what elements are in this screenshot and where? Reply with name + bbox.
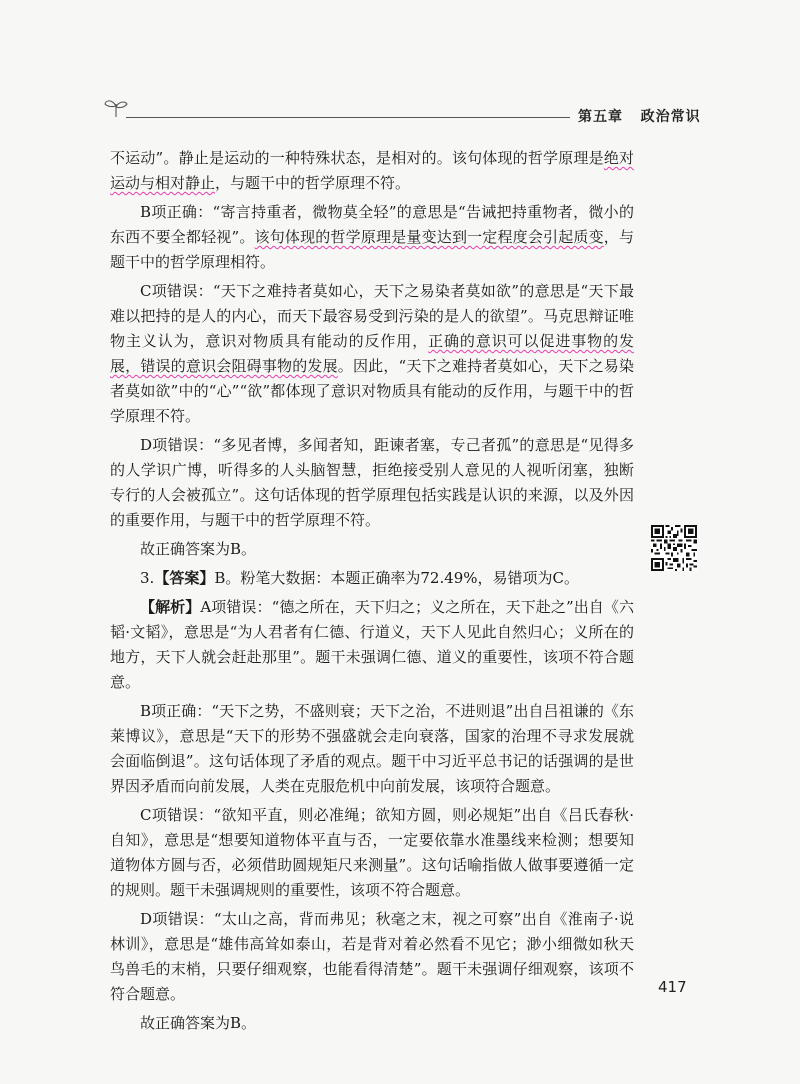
analysis-option-b: B项正确：“天下之势，不盛则衰；天下之治，不进则退”出自吕祖谦的《东莱博议》，意思是“天下的形势不强盛就会走向衰落，国家的治理不寻求发展就会面临倒退”。这句话体现了矛盾的观点。题干中习近平总书记的话强调的是世界因矛盾而向前发展，人类在克服危机中向前发展，该项符合题意。 — [110, 702, 634, 795]
page-number: 417 — [658, 978, 687, 996]
answer-conclusion: 故正确答案为B。 — [140, 1014, 257, 1032]
analysis-option-a: 【解析】A项错误：“德之所在，天下归之；义之所在，天下赴之”出自《六韬·文韬》，意思是“为人君者有仁德、行道义，天下人见此自然归心；义所在的地方，天下人就会赶赴那里”。题干未强调仁德、道义的重要性，该项不符合题意。 — [110, 598, 634, 691]
sprout-icon — [104, 96, 128, 118]
running-header — [578, 106, 708, 126]
option-d-explanation: D项错误：“多见者博，多闻者知，距谏者塞，专己者孤”的意思是“见得多的人学识广博，听得多的人头脑智慧，拒绝接受别人意见的人视听闭塞，独断专行的人会被孤立”。这句话体现的哲学原理包括实践是认识的来源，以及外因的重要作用，与题干中的哲学原理不符。 — [110, 436, 634, 529]
subject-label: 政治常识 — [640, 109, 701, 125]
highlighted-phrase: 该句体现的哲学原理是量变达到一定程度会引起质变 — [254, 228, 604, 246]
highlighted-phrase: 绝对运动与相对静止 — [110, 149, 634, 192]
paragraph-continuation: 不运动”。静止是运动的一种特殊状态，是相对的。该句体现的哲学原理是绝对运动与相对静止，与题干中的哲学原理不符。 — [110, 149, 634, 192]
header-rule — [126, 117, 570, 118]
answer-label: 【答案】 — [154, 569, 215, 587]
option-c-explanation: C项错误：“天下之难持者莫如心，天下之易染者莫如欲”的意思是“天下最难以把持的是人的内心，而天下最容易受到污染的是人的欲望”。马克思辩证唯物主义认为，意识对物质具有能动的反作用，正确的意识可以促进事物的发展，错误的意识会阻碍事物的发展。因此，“天下之难持者莫如心，天下之易染者莫如欲”中的“心”“欲”都体现了意识对物质具有能动的反作用，与题干中的哲学原理不符。 — [110, 282, 634, 425]
analysis-label: 【解析】 — [140, 598, 201, 616]
highlighted-phrase: 正确的意识可以促进事物的发展，错误的意识会阻碍事物的发展 — [110, 332, 634, 375]
analysis-option-d: D项错误：“太山之高，背而弗见；秋毫之末，视之可察”出自《淮南子·说林训》，意思是“雄伟高耸如泰山，若是背对着必然看不见它；渺小细微如秋天鸟兽毛的末梢，只要仔细观察，也能看得清楚”。题干未强调仔细观察，该项不符合题意。 — [110, 910, 634, 1003]
option-b-explanation: B项正确：“寄言持重者，微物莫全轻”的意思是“告诫把持重物者，微小的东西不要全都轻视”。该句体现的哲学原理是量变达到一定程度会引起质变，与题干中的哲学原理相符。 — [110, 203, 634, 271]
chapter-label: 第五章 — [578, 109, 623, 125]
qr-code-icon[interactable] — [651, 525, 697, 571]
analysis-option-c: C项错误：“欲知平直，则必准绳；欲知方圆，则必规矩”出自《吕氏春秋·自知》，意思是“想要知道物体平直与否，一定要依靠水准墨线来检测；想要知道物体方圆与否，必须借助圆规矩尺来测量”。这句话喻指做人做事要遵循一定的规则。题干未强调规则的重要性，该项不符合题意。 — [110, 806, 634, 899]
body-text — [110, 146, 634, 1040]
answer-conclusion: 故正确答案为B。 — [140, 540, 257, 558]
question-3-answer: 3.【答案】B。粉笔大数据：本题正确率为72.49%，易错项为C。 — [140, 569, 580, 587]
